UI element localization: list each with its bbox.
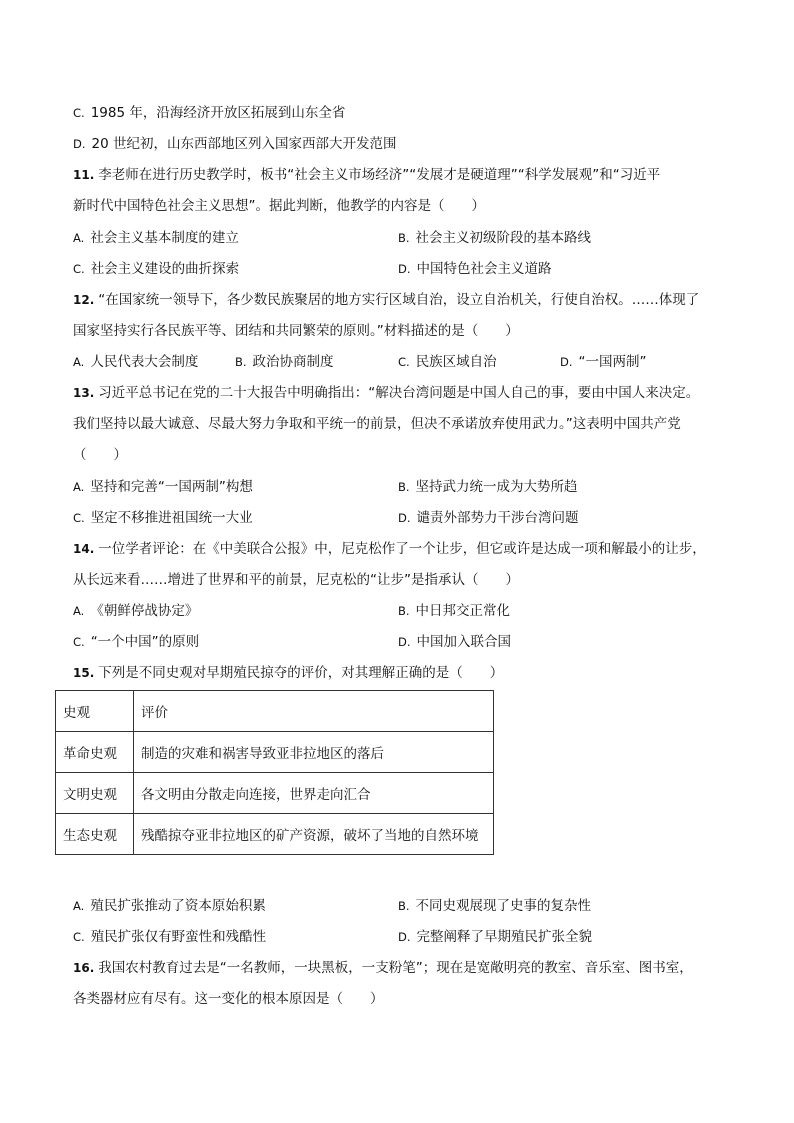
table-header-cell: 史观 (56, 691, 134, 732)
option-letter: A. (73, 604, 85, 618)
question-14-stem-line2: 从长远来看……增进了世界和平的前景，尼克松的“让步”是指承认（ ） (73, 572, 519, 588)
option-letter: C. (398, 355, 410, 369)
option-letter: B. (235, 355, 247, 369)
question-number: 11. (73, 168, 95, 182)
option-letter: C. (73, 930, 85, 944)
option-a[interactable] (73, 477, 253, 497)
question-15-options-row2 (73, 927, 733, 947)
question-13-stem-line1 (73, 383, 699, 403)
table-cell: 生态史观 (56, 814, 134, 855)
option-b[interactable] (235, 352, 334, 372)
question-16-stem-line2: 各类器材应有尽有。这一变化的根本原因是（ ） (73, 991, 384, 1007)
option-d[interactable] (398, 927, 592, 947)
question-14-stem-line1 (73, 539, 706, 559)
table-cell: 文明史观 (56, 773, 134, 814)
question-14-options-row1 (73, 601, 733, 621)
option-text: 20 世纪初，山东西部地区列入国家西部大开发范围 (91, 136, 397, 152)
option-c-q10[interactable] (73, 103, 345, 123)
option-letter: B. (398, 231, 410, 245)
option-text: 社会主义建设的曲折探索 (90, 261, 240, 277)
option-c[interactable] (73, 508, 253, 528)
table-row (56, 732, 494, 773)
option-text: 政治协商制度 (252, 354, 334, 370)
option-letter: C. (73, 106, 85, 120)
option-text: 《朝鲜停战协定》 (90, 603, 199, 619)
question-13-options-row1 (73, 477, 733, 497)
option-letter: C. (73, 511, 85, 525)
table-cell: 革命史观 (56, 732, 134, 773)
question-number: 15. (73, 666, 95, 680)
option-letter: D. (398, 930, 411, 944)
question-14-options-row2 (73, 632, 733, 652)
question-13-stem-line2: 我们坚持以最大诚意、尽最大努力争取和平统一的前景，但决不承诺放弃使用武力。”这表明中国共产党 (73, 416, 681, 432)
option-text: 中国加入联合国 (416, 634, 512, 650)
option-text: 坚持武力统一成为大势所趋 (415, 479, 578, 495)
option-text: 1985 年，沿海经济开放区拓展到山东全省 (90, 105, 346, 121)
question-13-options-row2 (73, 508, 733, 528)
option-text: 坚持和完善“一国两制”构想 (90, 479, 253, 495)
option-a[interactable] (73, 352, 198, 372)
table-cell: 残酷掠夺亚非拉地区的矿产资源，破坏了当地的自然环境 (134, 814, 494, 855)
question-13-stem-line3: （ ） (73, 447, 127, 463)
question-11-stem-line1 (73, 165, 660, 185)
option-letter: A. (73, 899, 85, 913)
question-number: 16. (73, 961, 95, 975)
option-text: 人民代表大会制度 (90, 354, 199, 370)
option-letter: C. (73, 262, 85, 276)
option-letter: A. (73, 480, 85, 494)
option-text: 民族区域自治 (415, 354, 497, 370)
option-d[interactable] (398, 259, 552, 279)
option-text: “一国两制” (578, 354, 647, 370)
option-c[interactable] (73, 259, 239, 279)
table-row (56, 773, 494, 814)
question-number: 14. (73, 542, 95, 556)
option-text: 殖民扩张推动了资本原始积累 (90, 898, 266, 914)
option-d[interactable] (560, 352, 647, 372)
history-views-table (55, 690, 494, 855)
option-letter: B. (398, 604, 410, 618)
option-text: 社会主义基本制度的建立 (90, 230, 239, 246)
option-text: 中日邦交正常化 (415, 603, 511, 619)
option-letter: D. (398, 511, 411, 525)
table-row (56, 814, 494, 855)
option-letter: A. (73, 355, 85, 369)
option-c[interactable] (73, 632, 199, 652)
option-d-q10[interactable] (73, 134, 397, 154)
option-letter: C. (73, 635, 85, 649)
option-b[interactable] (398, 228, 591, 248)
question-text: 习近平总书记在党的二十大报告中明确指出：“解决台湾问题是中国人自己的事，要由中国人来决定。 (98, 385, 700, 401)
option-letter: D. (560, 355, 573, 369)
question-text: 下列是不同史观对早期殖民掠夺的评价，对其理解正确的是（ ） (98, 665, 504, 681)
question-12-stem-line2: 国家坚持实行各民族平等、团结和共同繁荣的原则。”材料描述的是（ ） (73, 323, 519, 339)
option-text: 中国特色社会主义道路 (416, 261, 552, 277)
table-header-cell: 评价 (134, 691, 494, 732)
option-text: 坚定不移推进祖国统一大业 (90, 510, 253, 526)
question-number: 13. (73, 386, 95, 400)
question-15-stem-line1 (73, 663, 503, 683)
question-text: 一位学者评论：在《中美联合公报》中，尼克松作了一个让步，但它或许是达成一项和解最小的让步， (98, 541, 706, 557)
table-cell: 制造的灾难和祸害导致亚非拉地区的落后 (134, 732, 494, 773)
option-letter: D. (73, 137, 86, 151)
option-text: 殖民扩张仅有野蛮性和残酷性 (90, 929, 267, 945)
option-c[interactable] (73, 927, 266, 947)
question-text: 我国农村教育过去是“一名教师，一块黑板，一支粉笔”；现在是宽敞明亮的教室、音乐室、图书室， (98, 960, 693, 976)
table-header-row (56, 691, 494, 732)
question-12-stem-line1 (73, 290, 699, 310)
question-11-options-row2 (73, 259, 733, 279)
option-letter: D. (398, 262, 411, 276)
option-a[interactable] (73, 601, 198, 621)
option-a[interactable] (73, 228, 239, 248)
question-text: “在国家统一领导下，各少数民族聚居的地方实行区域自治，设立自治机关，行使自治权。……体现了 (98, 292, 700, 308)
question-11-options-row1 (73, 228, 733, 248)
option-b[interactable] (398, 477, 578, 497)
option-letter: B. (398, 480, 410, 494)
option-letter: A. (73, 231, 85, 245)
table-cell: 各文明由分散走向连接，世界走向汇合 (134, 773, 494, 814)
option-d[interactable] (398, 508, 579, 528)
option-a[interactable] (73, 896, 266, 916)
option-b[interactable] (398, 896, 591, 916)
question-text: 李老师在进行历史教学时，板书“社会主义市场经济”“发展才是硬道理”“科学发展观”和“习近平 (98, 167, 661, 183)
option-text: 社会主义初级阶段的基本路线 (415, 230, 592, 246)
question-number: 12. (73, 293, 95, 307)
option-d[interactable] (398, 632, 511, 652)
question-16-stem-line1 (73, 958, 693, 978)
option-text: 完整阐释了早期殖民扩张全貌 (416, 929, 593, 945)
question-15-options-row1 (73, 896, 733, 916)
option-text: “一个中国”的原则 (90, 634, 200, 650)
option-text: 谴责外部势力干涉台湾问题 (416, 510, 579, 526)
question-11-stem-line2: 新时代中国特色社会主义思想”。据此判断，他教学的内容是（ ） (73, 198, 485, 214)
option-c[interactable] (398, 352, 497, 372)
option-text: 不同史观展现了史事的复杂性 (415, 898, 592, 914)
option-b[interactable] (398, 601, 510, 621)
question-12-options (73, 352, 733, 372)
option-letter: B. (398, 899, 410, 913)
option-letter: D. (398, 635, 411, 649)
